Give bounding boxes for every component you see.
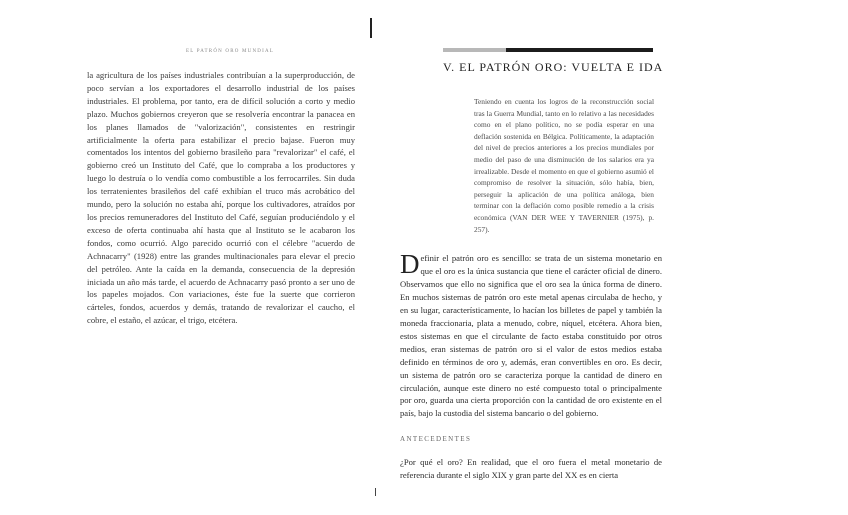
running-head: EL PATRÓN ORO MUNDIAL bbox=[186, 49, 275, 54]
drop-cap: D bbox=[400, 249, 420, 279]
epigraph: Teniendo en cuenta los logros de la reconstrucción social tras la Guerra Mundial, tanto en lo relativo a las necesidades como en el plano político, no se podía esperar en una deflación sostenida en Bélgica. Políticamente, la adaptación del nivel de precios anteriores a los precios mundiales por medio del paso de una disminución de los salarios era ya irrealizable. Desde el momento en que el gobierno asumió el compromiso de resolver la situación, sólo había, bien, perseguir la aplicación de una política análoga, bien terminar con la deflación como posible remedio a la crisis económica (VAN DER WEE Y TAVERNIER (1975), p. 257). bbox=[474, 97, 654, 234]
section-body: ¿Por qué el oro? En realidad, que el oro fuera el metal monetario de referencia durante el siglo XIX y gran parte del XX es en cierta bbox=[400, 457, 662, 480]
right-page-body bbox=[400, 249, 662, 420]
left-page bbox=[0, 0, 370, 515]
left-page-body: la agricultura de los países industriales contribuían a la superproducción, de poco servían a los exportadores el desarrollo industrial de los países industriales. El problema, por tanto, era de difícil solución a corto y medio plazo. Muchos gobiernos creyeron que se resolvería encontrar la panacea en los planes llamados de "valorización", consistentes en restringir artificialmente la oferta para estabilizar el precio bajase. Fueron muy comentados los intentos del gobierno brasileño para "revalorizar" el café, el gobierno creó un Instituto del Café, que lo compraba a los productores y luego lo destruía o lo vendía como combustible a los ferrocarriles. Sin duda los terratenientes brasileños del café exhibían el truco más acrobático del mundo, pero la solución no estaba ahí, porque los cultivadores, atraídos por los precios remuneradores del Instituto del Café, seguían produciéndolo y el exceso de oferta continuaba ahí hasta que al Instituto se le acabaron los fondos, como ocurrió. Algo parecido ocurrió con el célebre "acuerdo de Achnacarry" (1928) entre las grandes multinacionales para elevar el precio del petróleo. Ante la caída en la demanda, consecuencia de la depresión iniciada un año más tarde, el acuerdo de Achnacarry pasó pronto a ser uno de los papeles mojados. Con variaciones, éste fue la suerte que corrieron cárteles, fondos, acuerdos y demás, tratando de revalorizar el caucho, el cobre, el estaño, el azúcar, el trigo, etcétera. bbox=[87, 70, 355, 326]
right-page-body-text: efinir el patrón oro es sencillo: se trata de un sistema monetario en que el oro es la única sustancia que tiene el carácter oficial de dinero. Observamos que ello no significa que el oro sea la única forma de dinero. En muchos sistemas de patrón oro este metal apenas circulaba de hecho, y en su lugar, característicamente, lo hacían los billetes de papel y también la moneda fraccionaria, plata a menudo, cobre, níquel, etcétera. Ahora bien, estos sistemas en que el circulante de facto estaba constituido por otros medios, eran sistemas de patrón oro si el valor de estos medios estaba definido en términos de oro y, además, eran convertibles en oro. Es decir, un sistema de patrón oro se caracteriza porque la cantidad de dinero en circulación, aunque este dinero no esté compuesto total o principalmente por oro, guarda una cierta proporción con la cantidad de oro existente en el país, bajo la custodia del sistema bancario o del gobierno. bbox=[400, 253, 662, 419]
section-subhead: ANTECEDENTES bbox=[400, 435, 472, 443]
chapter-head-rule bbox=[443, 48, 653, 52]
chapter-title: V. EL PATRÓN ORO: VUELTA E IDA bbox=[443, 60, 664, 74]
